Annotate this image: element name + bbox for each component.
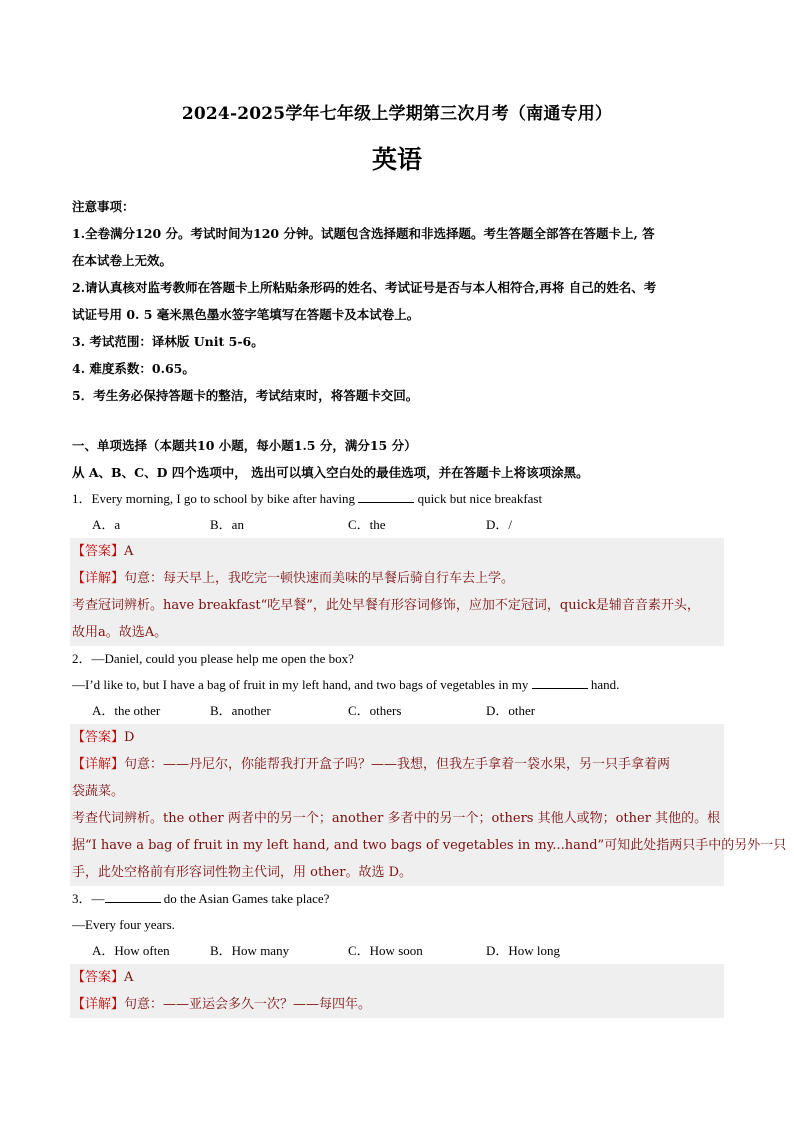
detail-tag: 【详解】 — [72, 571, 125, 586]
note-line: 1.全卷满分120 分。考试时间为120 分钟。试题包含选择题和非选择题。考生答题全部答在答题卡上, 答 — [72, 226, 655, 241]
question-2-options — [72, 698, 724, 724]
option-d: D．other — [486, 703, 536, 718]
multiple-choice-section — [72, 432, 787, 1018]
question-1-answer-box — [70, 538, 724, 646]
option-b: B．another — [210, 703, 271, 718]
answer-value: A — [124, 544, 134, 559]
option-c: C．How soon — [348, 943, 423, 958]
analysis-line: 手，此处空格前有形容词性物主代词，用 other。故选 D。 — [72, 865, 413, 880]
question-3-answer-box — [70, 964, 724, 1018]
answer-row — [72, 538, 724, 565]
note-line: 在本试卷上无效。 — [72, 253, 173, 268]
analysis-line: 据“I have a bag of fruit in my left hand, and two bags of vegetables in my...hand”可知此处指两只手中的另外一只 — [72, 838, 787, 853]
option-c: C．others — [348, 703, 402, 718]
question-2-stem-line-2: —I’d like to, but I have a bag of fruit in my left hand, and two bags of vegetables in my hand. — [72, 677, 620, 692]
analysis-line: 考查冠词辨析。have breakfast“吃早餐”，此处早餐有形容词修饰，应加不定冠词，quick是辅音音素开头， — [72, 598, 700, 613]
notes-heading: 注意事项： — [72, 199, 135, 214]
question-3-options — [72, 938, 724, 964]
answer-value: D — [124, 730, 135, 745]
note-line: 2.请认真核对监考教师在答题卡上所粘贴条形码的姓名、考试证号是否与本人相符合,再将 自己的姓名、考 — [72, 280, 657, 295]
detail-tag: 【详解】 — [72, 997, 125, 1012]
answer-tag: 【答案】 — [72, 970, 125, 985]
detail-row: 【详解】句意：每天早上，我吃完一顿快速而美味的早餐后骑自行车去上学。 — [72, 571, 515, 586]
note-line: 3. 考试范围：译林版 Unit 5-6。 — [72, 334, 264, 349]
answer-blank — [105, 889, 161, 903]
analysis-line: 故用a。故选A。 — [72, 625, 168, 640]
option-c: C．the — [348, 517, 386, 532]
detail-row: 【详解】句意：——亚运会多久一次？——每四年。 — [72, 997, 372, 1012]
option-a: A．How often — [92, 943, 170, 958]
answer-value: A — [124, 970, 134, 985]
notes-section — [72, 193, 724, 409]
question-1-stem: 1．Every morning, I go to school by bike after having quick but nice breakfast — [72, 491, 543, 506]
note-line: 4. 难度系数：0.65。 — [72, 361, 195, 376]
question-2-stem-line-1: 2．—Daniel, could you please help me open the box? — [72, 651, 354, 666]
note-line: 5．考生务必保持答题卡的整洁，考试结束时，将答题卡交回。 — [72, 388, 419, 403]
answer-tag: 【答案】 — [72, 544, 125, 559]
section-instruction: 从 A、B、C、D 四个选项中， 选出可以填入空白处的最佳选项，并在答题卡上将该项涂黑。 — [72, 465, 589, 480]
answer-row — [72, 724, 724, 751]
note-line: 试证号用 0. 5 毫米黑色墨水签字笔填写在答题卡及本试卷上。 — [72, 307, 420, 322]
detail-line: 袋蔬菜。 — [72, 784, 125, 799]
analysis-line: 考查代词辨析。the other 两者中的另一个；another 多者中的另一个；others 其他人或物；other 其他的。根 — [72, 811, 721, 826]
answer-tag: 【答案】 — [72, 730, 125, 745]
detail-row: 【详解】句意：——丹尼尔，你能帮我打开盒子吗？——我想，但我左手拿着一袋水果，另一只手拿着两 — [72, 757, 671, 772]
detail-tag: 【详解】 — [72, 757, 125, 772]
question-3-stem-line-1: 3．— do the Asian Games take place? — [72, 891, 330, 906]
section-heading: 一、单项选择（本题共10 小题，每小题1.5 分，满分15 分） — [72, 438, 417, 453]
answer-blank — [532, 675, 588, 689]
option-b: B．an — [210, 517, 244, 532]
exam-title: 2024-2025学年七年级上学期第三次月考（南通专用） — [181, 104, 613, 124]
question-2-answer-box — [70, 724, 787, 886]
answer-row — [72, 964, 724, 991]
question-3-stem-line-2: —Every four years. — [72, 917, 175, 932]
option-d: D．/ — [486, 517, 513, 532]
subject-title: 英语 — [371, 145, 422, 174]
option-d: D．How long — [486, 943, 561, 958]
option-a: A．a — [92, 517, 121, 532]
answer-blank — [358, 489, 414, 503]
option-a: A．the other — [92, 703, 161, 718]
option-b: B．How many — [210, 943, 290, 958]
question-1-options — [72, 512, 724, 538]
